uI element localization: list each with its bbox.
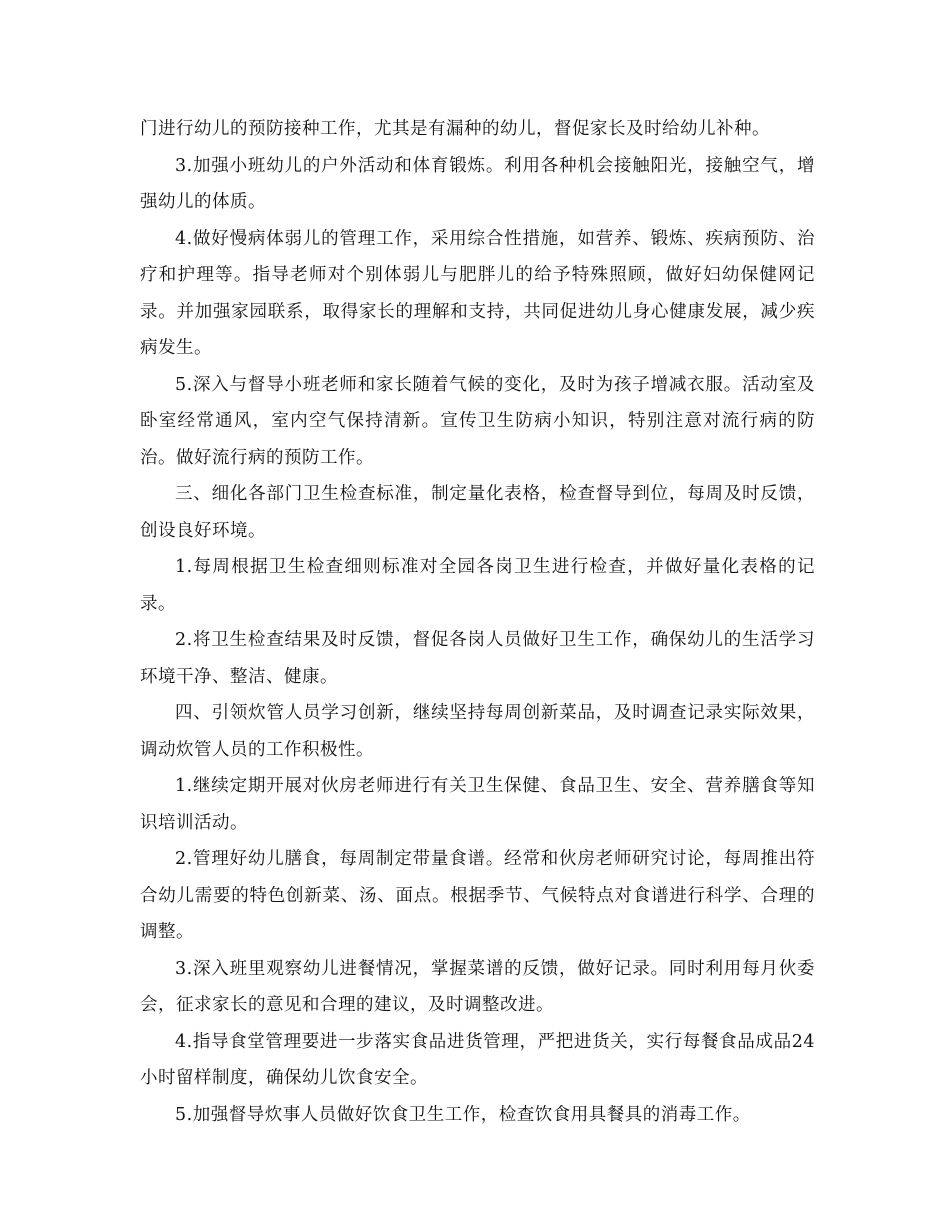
paragraph-item-2-feedback: 2.将卫生检查结果及时反馈，督促各岗人员做好卫生工作，确保幼儿的生活学习环境干净、整洁、健康。 [140,630,815,687]
paragraph-item-1-weekly-check: 1.每周根据卫生检查细则标准对全园各岗卫生进行检查，并做好量化表格的记录。 [140,557,815,614]
section-heading-3-hygiene-check: 三、细化各部门卫生检查标准，制定量化表格，检查督导到位，每周及时反馈，创设良好环境。 [140,484,815,541]
paragraph-item-4-food-purchase: 4.指导食堂管理要进一步落实食品进货管理，严把进货关，实行每餐食品成品24小时留样制度，确保幼儿饮食安全。 [140,1031,815,1088]
paragraph-item-5-disinfection: 5.加强督导炊事人员做好饮食卫生工作，检查饮食用具餐具的消毒工作。 [175,1104,751,1125]
paragraph-item-2-meal-management: 2.管理好幼儿膳食，每周制定带量食谱。经常和伙房老师研究讨论，每周推出符合幼儿需要的特色创新菜、汤、面点。根据季节、气候特点对食谱进行科学、合理的调整。 [140,849,815,942]
paragraph-item-1-training: 1.继续定期开展对伙房老师进行有关卫生保健、食品卫生、安全、营养膳食等知识培训活动。 [140,776,815,833]
paragraph-item-3-outdoor-activity: 3.加强小班幼儿的户外活动和体育锻炼。利用各种机会接触阳光，接触空气，增强幼儿的体质。 [140,155,815,212]
section-heading-4-kitchen-staff: 四、引领炊管人员学习创新，继续坚持每周创新菜品，及时调查记录实际效果，调动炊管人员的工作积极性。 [140,703,815,760]
paragraph-continuation: 门进行幼儿的预防接种工作，尤其是有漏种的幼儿，督促家长及时给幼儿补种。 [140,119,770,139]
paragraph-item-5-ventilation: 5.深入与督导小班老师和家长随着气候的变化，及时为孩子增减衣服。活动室及卧室经常通风，室内空气保持清新。宣传卫生防病小知识，特别注意对流行病的防治。做好流行病的预防工作。 [140,374,815,468]
document-body [140,111,815,1133]
paragraph-item-4-weak-children: 4.做好慢病体弱儿的管理工作，采用综合性措施，如营养、锻炼、疾病预防、治疗和护理等。指导老师对个别体弱儿与肥胖儿的给予特殊照顾，做好妇幼保健网记录。并加强家园联系，取得家长的理解和支持，共同促进幼儿身心健康发展，减少疾病发生。 [140,228,815,358]
paragraph-item-3-observation: 3.深入班里观察幼儿进餐情况，掌握菜谱的反馈，做好记录。同时利用每月伙委会，征求家长的意见和合理的建议，及时调整改进。 [140,958,815,1015]
